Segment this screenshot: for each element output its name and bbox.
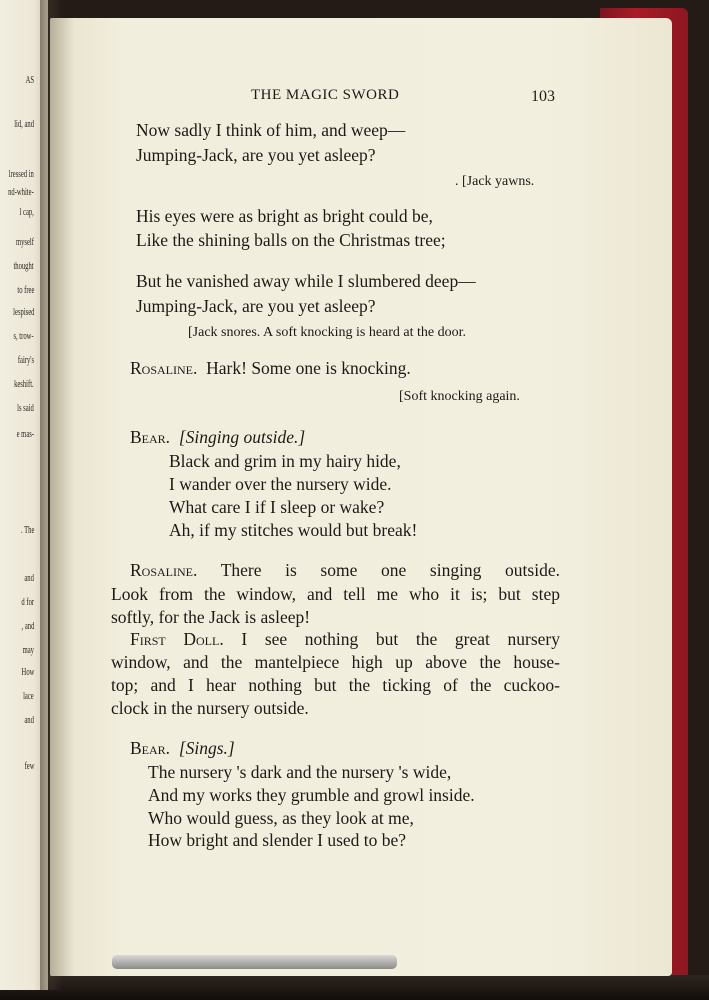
prose-line: window, and the mantelpiece high up above the house- — [111, 652, 560, 672]
speaker-name: Rosaline. — [130, 560, 198, 580]
scan-bottom-edge — [0, 975, 709, 1000]
left-page-fragment: , and — [21, 620, 34, 632]
left-page-fragment: few — [24, 760, 34, 772]
verse-line: Jumping-Jack, are you yet asleep? — [136, 296, 376, 316]
verse-line: Like the shining balls on the Christmas tree; — [136, 230, 446, 250]
left-page-fragment: thought — [13, 260, 34, 272]
left-page-fragment: keshift. — [14, 378, 34, 390]
running-title: THE MAGIC SWORD — [251, 87, 400, 103]
page-shadow — [50, 18, 74, 976]
verse-line: And my works they grumble and growl inside. — [148, 785, 475, 805]
verse-line: His eyes were as bright as bright could be, — [136, 206, 433, 226]
verse-line: Now sadly I think of him, and weep— — [136, 120, 406, 140]
left-page-fragment: may — [22, 644, 34, 656]
dialogue-text: Hark! Some one is knocking. — [206, 358, 411, 378]
verse-line: Who would guess, as they look at me, — [148, 808, 414, 828]
stage-direction: [Soft knocking again. — [399, 389, 520, 404]
dialogue-line — [130, 738, 235, 759]
verse-line: Jumping-Jack, are you yet asleep? — [136, 145, 376, 165]
prose-line: clock in the nursery outside. — [111, 698, 309, 718]
left-page-fragment: to free — [16, 284, 34, 296]
left-page-fragment: and — [24, 572, 34, 584]
verse-line: But he vanished away while I slumbered deep— — [136, 271, 476, 291]
prose-line: Look from the window, and tell me who it is; but step — [111, 584, 560, 604]
speaker-name: First Doll. — [130, 629, 224, 649]
left-page-fragment: fairy's — [17, 354, 34, 366]
left-page-fragment: lespised — [12, 306, 34, 318]
left-page-fragment: nd-white- — [8, 186, 34, 198]
left-page-fragment: d for — [21, 596, 34, 608]
verse-line: Black and grim in my hairy hide, — [169, 451, 401, 471]
verse-line: I wander over the nursery wide. — [169, 474, 392, 494]
dialogue-line — [130, 358, 411, 379]
prose-text: I see nothing but the great nursery — [241, 629, 561, 649]
speaker-name: Rosaline. — [130, 358, 198, 378]
stage-direction: [Sings.] — [178, 738, 235, 758]
verse-line: What care I if I sleep or wake? — [169, 497, 385, 517]
left-page-fragment: lressed in — [8, 168, 34, 180]
prose-line — [130, 629, 560, 650]
left-page-fragment: lid, and — [14, 118, 34, 130]
left-page-fragment: How — [21, 666, 34, 678]
dialogue-line — [130, 427, 305, 448]
stage-direction: . [Jack yawns. — [455, 174, 535, 189]
speaker-name: Bear. — [130, 427, 171, 447]
prose-line — [130, 560, 560, 581]
stage-direction: [Singing outside.] — [178, 427, 306, 447]
stage-direction: [Jack snores. A soft knocking is heard at the door. — [188, 325, 467, 340]
verse-line: Ah, if my stitches would but break! — [169, 520, 418, 540]
speaker-name: Bear. — [130, 738, 171, 758]
left-page-fragment: ls said — [17, 402, 34, 414]
prose-line: softly, for the Jack is asleep! — [111, 607, 311, 627]
left-page-fragment: myself — [16, 236, 34, 248]
left-page-fragment: and — [24, 714, 34, 726]
verse-line: The nursery 's dark and the nursery 's wide, — [148, 762, 452, 782]
left-page-fragment: e mas- — [16, 428, 34, 440]
prose-text: There is some one singing outside. — [220, 560, 560, 580]
left-page-fragment: s, trow- — [13, 330, 34, 342]
left-page-fragment: l cap, — [19, 206, 34, 218]
page-number: 103 — [531, 88, 555, 105]
left-page-fragment: AS — [25, 74, 34, 86]
left-page-fragment: lace — [23, 690, 34, 702]
verse-line: How bright and slender I used to be? — [148, 830, 407, 850]
left-page-fragment: . The — [20, 524, 34, 536]
page-clip — [112, 955, 397, 969]
prose-line: top; and I hear nothing but the ticking of the cuckoo- — [111, 675, 560, 695]
